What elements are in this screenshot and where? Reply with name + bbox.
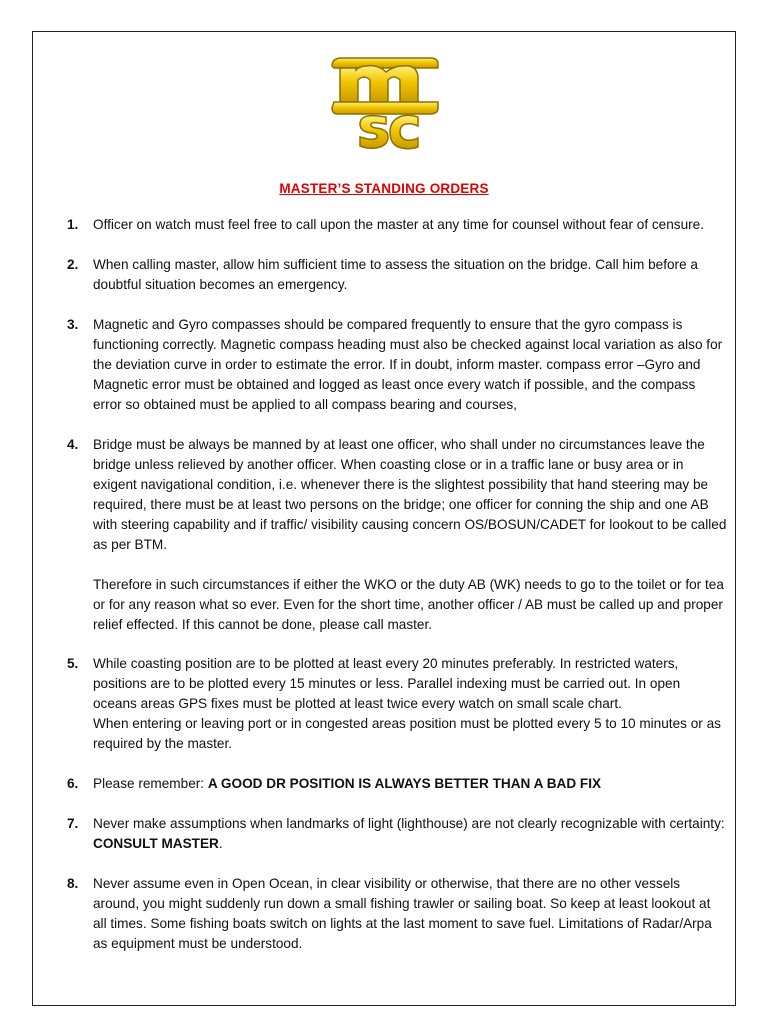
order-item — [67, 774, 727, 794]
order-text — [93, 814, 727, 854]
order-paragraph: Never assume even in Open Ocean, in clear visibility or otherwise, that there are no other vessels around, you might suddenly run down a small fishing trawler or sailing boat. So keep at least lookout at all times. Some fishing boats switch on lights at the last moment to save fuel. Limitations of Radar/Arpa as equipment must be understood. — [93, 876, 712, 951]
order-paragraph: Bridge must be always be manned by at least one officer, who shall under no circumstances leave the bridge unless relieved by another officer. When coasting close or in a traffic lane or busy area or in exigent navigational condition, i.e. whenever there is the slightest possibility that hand steering may be required, there must be at least two persons on the bridge; one officer for conning the ship and one AB with steering capability and if traffic/ visibility causing concern OS/BOSUN/CADET for lookout to be called as per BTM. — [93, 437, 727, 552]
order-item — [67, 814, 727, 854]
order-paragraph: When entering or leaving port or in congested areas position must be plotted every 5 to 10 minutes or as required by the master. — [93, 716, 721, 751]
order-number: 1. — [67, 217, 79, 232]
order-emphasis: CONSULT MASTER — [93, 836, 219, 851]
document-title: MASTER’S STANDING ORDERS — [279, 181, 489, 196]
order-item — [67, 255, 727, 295]
order-item — [67, 215, 727, 235]
order-item — [67, 654, 727, 754]
order-text — [93, 255, 727, 295]
order-paragraph — [93, 814, 727, 854]
order-number: 7. — [67, 816, 79, 831]
order-item — [67, 874, 727, 954]
order-text — [93, 315, 727, 415]
order-paragraph: Therefore in such circumstances if either the WKO or the duty AB (WK) needs to go to the toilet or for tea or for any reason what so ever. Even for the short time, another officer / AB must be called up and proper relief effected. If this cannot be done, please call master. — [93, 577, 724, 632]
order-text — [93, 774, 727, 794]
order-number: 8. — [67, 876, 79, 891]
order-number: 3. — [67, 317, 79, 332]
order-number: 2. — [67, 257, 79, 272]
order-item — [67, 435, 727, 635]
order-tail-text: . — [218, 836, 223, 851]
order-text — [93, 215, 727, 235]
order-item — [67, 315, 727, 415]
order-number: 5. — [67, 656, 79, 671]
order-number: 4. — [67, 437, 79, 452]
order-paragraph — [93, 774, 727, 794]
msc-logo — [326, 52, 444, 152]
msc-logo-graphic — [326, 52, 444, 152]
standing-orders-list — [67, 215, 727, 954]
order-paragraph: While coasting position are to be plotted at least every 20 minutes preferably. In restricted waters, positions are to be plotted every 15 minutes or less. Parallel indexing must be carried out. In open oceans areas GPS fixes must be plotted at least twice every watch on small scale chart. — [93, 656, 681, 711]
order-emphasis: A GOOD DR POSITION IS ALWAYS BETTER THAN A BAD FIX — [207, 776, 602, 791]
order-text — [93, 874, 727, 954]
order-text — [93, 435, 727, 635]
order-text — [93, 654, 727, 754]
order-paragraph: Magnetic and Gyro compasses should be compared frequently to ensure that the gyro compass is functioning correctly. Magnetic compass heading must also be checked against local variation as also for the deviation curve in order to estimate the error. If in doubt, inform master. compass error –Gyro and Magnetic error must be obtained and logged as least once every watch if possible, and the compass error so obtained must be applied to all compass bearing and courses, — [93, 317, 723, 412]
order-lead-text: Please remember: — [93, 776, 208, 791]
order-paragraph: When calling master, allow him sufficient time to assess the situation on the bridge. Call him before a doubtful situation becomes an emergency. — [93, 257, 698, 292]
order-paragraph: Officer on watch must feel free to call upon the master at any time for counsel without fear of censure. — [93, 217, 705, 232]
order-lead-text: Never make assumptions when landmarks of light (lighthouse) are not clearly recognizable with certainty: — [93, 816, 725, 831]
order-number: 6. — [67, 776, 79, 791]
